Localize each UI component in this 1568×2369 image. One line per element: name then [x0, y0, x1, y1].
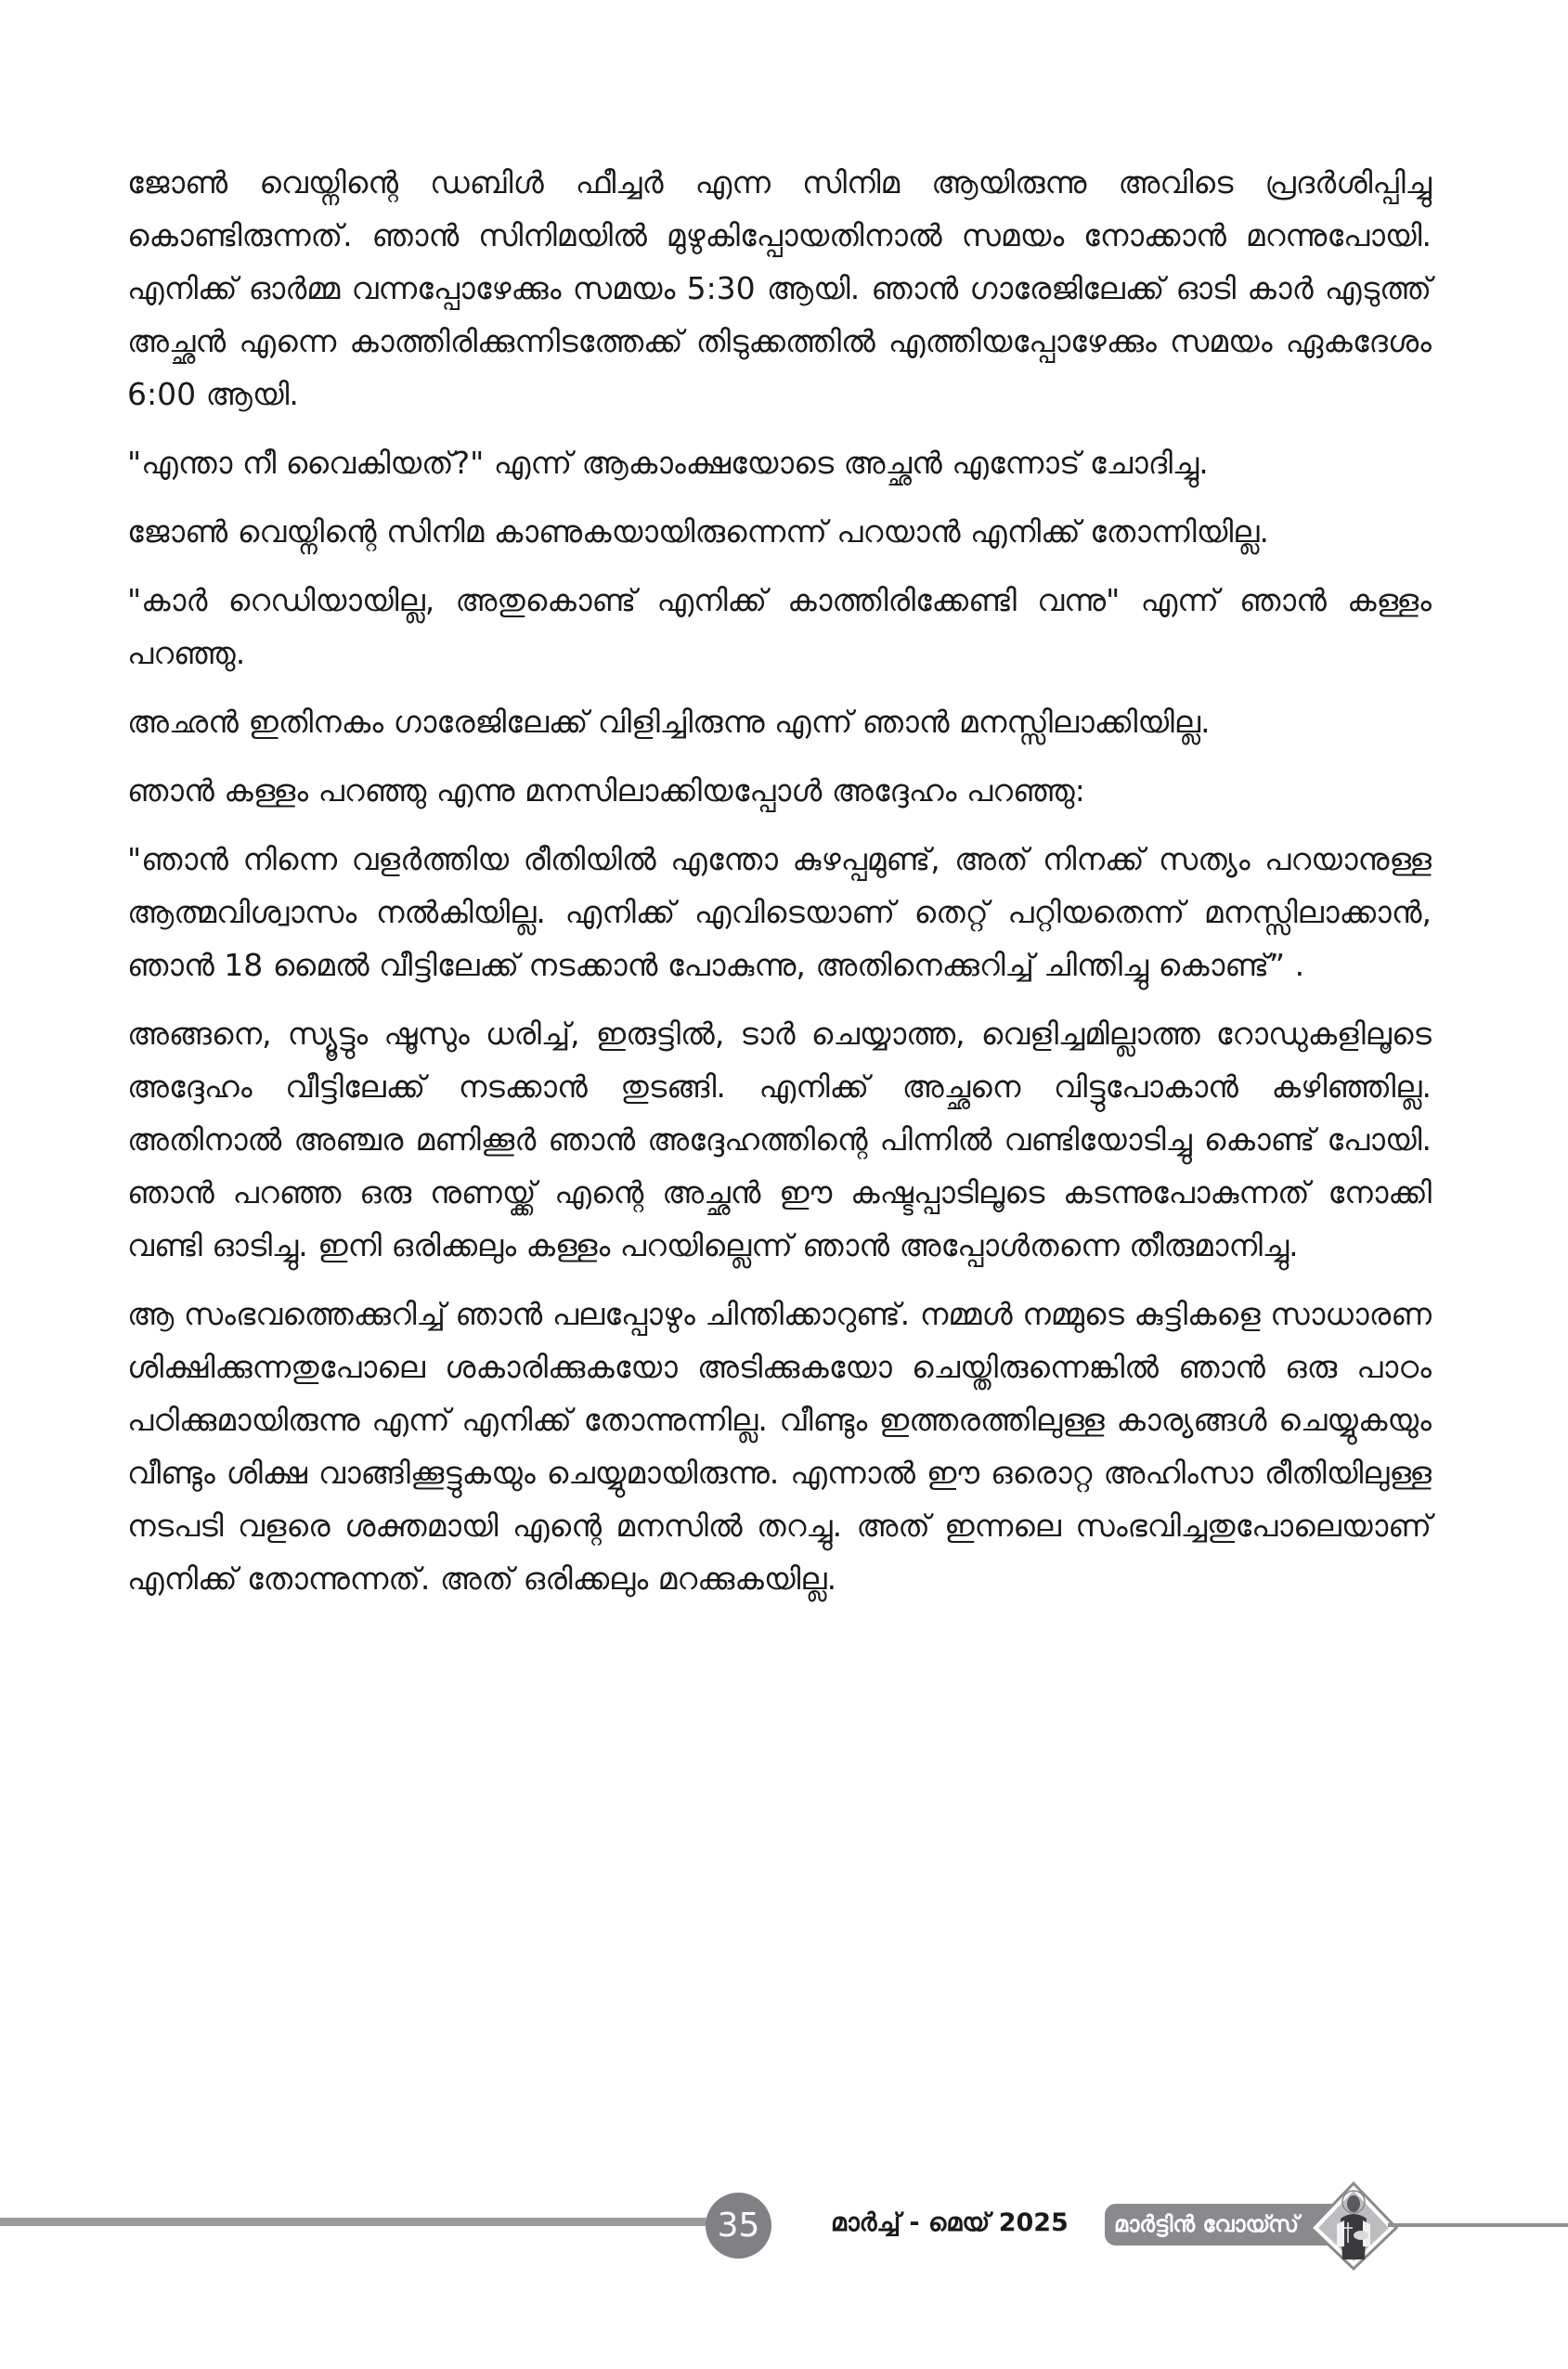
paragraph: "ഞാൻ നിന്നെ വളർത്തിയ രീതിയിൽ എന്തോ കുഴപ്പമുണ്ട്, അത് നിനക്ക് സത്യം പറയാനുള്ള ആത്മവിശ്വാസം നൽകിയില്ല. എനിക്ക് എവിടെയാണ് തെറ്റ് പറ്റിയതെന്ന് മനസ്സിലാക്കാൻ, ഞാൻ 18 മൈൽ വീട്ടിലേക്ക് നടക്കാൻ പോകുന്നു, അതിനെക്കുറിച്ച് ചിന്തിച്ചു കൊണ്ട്” .: [127, 841, 1432, 983]
paragraph: ജോൺ വെയ്നിന്റെ ഡബിൾ ഫീച്ചർ എന്ന സിനിമ ആയിരുന്നു അവിടെ പ്രദർശിപ്പിച്ചു കൊണ്ടിരുന്നത്. ഞാൻ സിനിമയിൽ മുഴുകിപ്പോയതിനാൽ സമയം നോക്കാൻ മറന്നുപോയി. എനിക്ക് ഓർമ്മ വന്നപ്പോഴേക്കും സമയം 5:30 ആയി. ഞാൻ ഗാരേജിലേക്ക് ഓടി കാർ എടുത്ത് അച്ഛൻ എന്നെ കാത്തിരിക്കുന്നിടത്തേക്ക് തിടുക്കത്തിൽ എത്തിയപ്പോഴേക്കും സമയം ഏകദേശം 6:00 ആയി.: [127, 164, 1432, 412]
paragraph: ജോൺ വെയ്നിന്റെ സിനിമ കാണുകയായിരുന്നെന്ന് പറയാൻ എനിക്ക് തോന്നിയില്ല.: [127, 513, 1269, 550]
footer-rule-left: [0, 2218, 719, 2226]
paragraph: "എന്താ നീ വൈകിയത്?" എന്ന് ആകാംക്ഷയോടെ അച്ഛൻ എന്നോട് ചോദിച്ചു.: [127, 445, 1209, 481]
article-body: [127, 156, 1432, 1621]
issue-date: മാർച്ച് - മെയ് 2025: [831, 2208, 1069, 2237]
paragraph: ആ സംഭവത്തെക്കുറിച്ച് ഞാൻ പലപ്പോഴും ചിന്തിക്കാറുണ്ട്. നമ്മൾ നമ്മുടെ കുട്ടികളെ സാധാരണ ശിക്ഷിക്കുന്നതുപോലെ ശകാരിക്കുകയോ അടിക്കുകയോ ചെയ്തിരുന്നെങ്കിൽ ഞാൻ ഒരു പാഠം പഠിക്കുമായിരുന്നു എന്ന് എനിക്ക് തോന്നുന്നില്ല. വീണ്ടും ഇത്തരത്തിലുള്ള കാര്യങ്ങൾ ചെയ്യുകയും വീണ്ടും ശിക്ഷ വാങ്ങിക്കൂട്ടുകയും ചെയ്യുമായിരുന്നു. എന്നാൽ ഈ ഒരൊറ്റ അഹിംസാ രീതിയിലുള്ള നടപടി വളരെ ശക്തമായി എന്റെ മനസിൽ തറച്ചു. അത് ഇന്നലെ സംഭവിച്ചതുപോലെയാണ് എനിക്ക് തോന്നുന്നത്. അത് ഒരിക്കലും മറക്കുകയില്ല.: [127, 1296, 1432, 1597]
paragraph: അങ്ങനെ, സ്യൂട്ടും ഷൂസും ധരിച്ച്, ഇരുട്ടിൽ, ടാർ ചെയ്യാത്ത, വെളിച്ചമില്ലാത്ത റോഡുകളിലൂടെ അദ്ദേഹം വീട്ടിലേക്ക് നടക്കാൻ തുടങ്ങി. എനിക്ക് അച്ഛനെ വിട്ടുപോകാൻ കഴിഞ്ഞില്ല. അതിനാൽ അഞ്ചര മണിക്കൂർ ഞാൻ അദ്ദേഹത്തിന്റെ പിന്നിൽ വണ്ടിയോടിച്ചു കൊണ്ട് പോയി. ഞാൻ പറഞ്ഞ ഒരു നുണയ്ക്ക് എന്റെ അച്ഛൻ ഈ കഷ്ടപ്പാടിലൂടെ കടന്നുപോകുന്നത് നോക്കി വണ്ടി ഓടിച്ചു. ഇനി ഒരിക്കലും കള്ളം പറയില്ലെന്ന് ഞാൻ അപ്പോൾതന്നെ തീരുമാനിച്ചു.: [127, 1016, 1432, 1263]
footer-rule-right: [1388, 2223, 1568, 2227]
paragraph: ഞാൻ കള്ളം പറഞ്ഞു എന്നു മനസിലാക്കിയപ്പോൾ അദ്ദേഹം പറഞ്ഞു:: [127, 772, 1085, 809]
saint-logo-icon: [1309, 2181, 1398, 2271]
paragraph: "കാർ റെഡിയായില്ല, അതുകൊണ്ട് എനിക്ക് കാത്തിരിക്കേണ്ടി വന്നു" എന്ന് ഞാൻ കള്ളം പറഞ്ഞു.: [127, 582, 1432, 671]
page-number: 35: [706, 2193, 771, 2259]
diamond-logo-graphic: [1309, 2181, 1398, 2271]
publication-name: മാർട്ടിൻ വോയ്സ്: [1105, 2204, 1337, 2246]
paragraph: അഛൻ ഇതിനകം ഗാരേജിലേക്ക് വിളിച്ചിരുന്നു എന്ന് ഞാൻ മനസ്സിലാക്കിയില്ല.: [127, 704, 1211, 740]
